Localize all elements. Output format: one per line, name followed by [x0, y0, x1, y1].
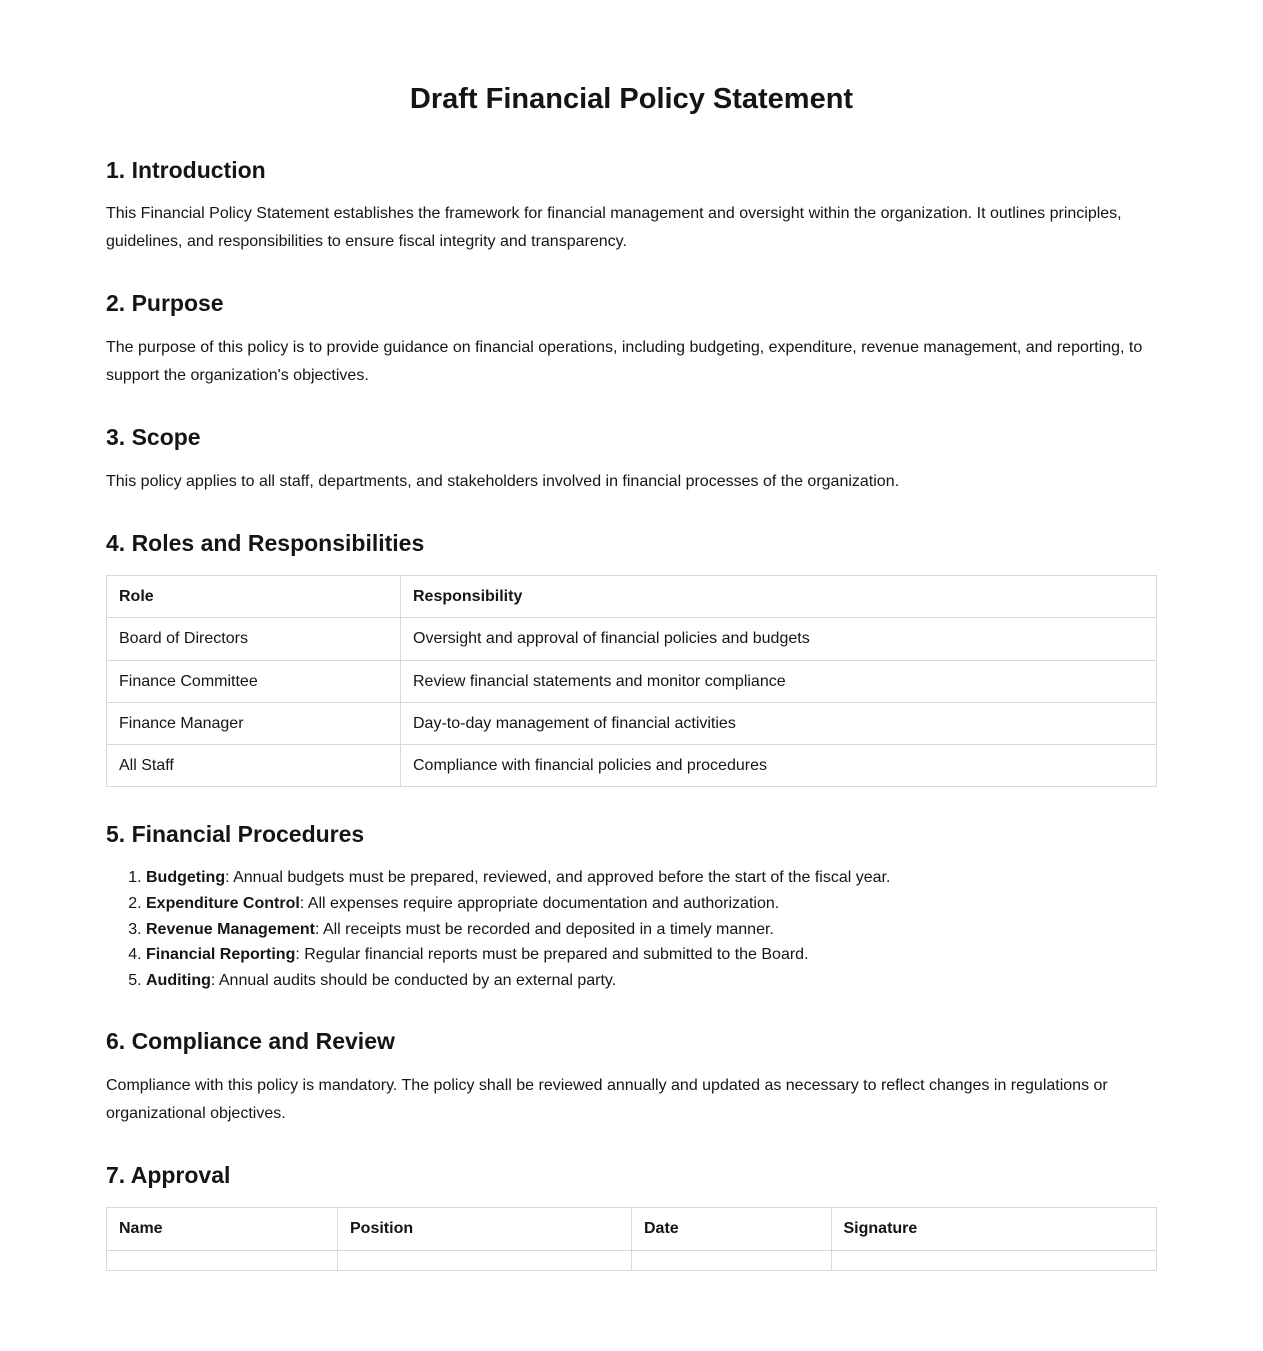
section-heading-roles: 4. Roles and Responsibilities	[106, 529, 425, 556]
section-heading-procedures: 5. Financial Procedures	[106, 821, 365, 848]
roles-cell-role: Finance Manager	[107, 702, 401, 744]
procedure-text: : Regular financial reports must be prepared and submitted to the Board.	[295, 946, 809, 964]
approval-cell-date	[632, 1250, 832, 1270]
table-row	[107, 618, 1157, 660]
approval-cell-signature	[831, 1250, 1157, 1270]
procedure-term: Revenue Management	[146, 920, 315, 938]
approval-table-header-row	[107, 1208, 1157, 1250]
section-heading-purpose: 2. Purpose	[106, 290, 224, 317]
roles-cell-responsibility: Compliance with financial policies and procedures	[401, 744, 1157, 786]
procedures-list	[106, 865, 1157, 995]
section-approval	[106, 1162, 1157, 1271]
section-body-purpose: The purpose of this policy is to provide guidance on financial operations, including budgeting, expenditure, revenue management, and reporting, to support the organization's objectives.	[106, 338, 1143, 384]
section-body-introduction: This Financial Policy Statement establishes the framework for financial management and oversight within the organization. It outlines principles, guidelines, and responsibilities to ensure fiscal integrity and transparency.	[106, 205, 1122, 251]
roles-cell-responsibility: Review financial statements and monitor compliance	[401, 660, 1157, 702]
list-item	[146, 891, 1157, 917]
section-scope	[106, 424, 1157, 496]
procedure-term: Auditing	[146, 972, 211, 990]
section-heading-introduction: 1. Introduction	[106, 156, 266, 183]
approval-header-name: Name	[107, 1208, 338, 1250]
roles-cell-role: Finance Committee	[107, 660, 401, 702]
roles-cell-responsibility: Oversight and approval of financial policies and budgets	[401, 618, 1157, 660]
roles-cell-role: All Staff	[107, 744, 401, 786]
roles-table	[106, 575, 1157, 787]
section-heading-scope: 3. Scope	[106, 423, 201, 450]
procedure-term: Expenditure Control	[146, 894, 300, 912]
section-body-compliance: Compliance with this policy is mandatory. The policy shall be reviewed annually and updated as necessary to reflect changes in regulations or organizational objectives.	[106, 1076, 1108, 1122]
procedure-term: Financial Reporting	[146, 946, 296, 964]
approval-header-date: Date	[632, 1208, 832, 1250]
table-row	[107, 1250, 1157, 1270]
document-title: Draft Financial Policy Statement	[409, 83, 854, 115]
list-item	[146, 865, 1157, 891]
roles-cell-role: Board of Directors	[107, 618, 401, 660]
roles-header-role: Role	[107, 576, 401, 618]
section-roles	[106, 530, 1157, 788]
section-compliance	[106, 1028, 1157, 1128]
roles-cell-responsibility: Day-to-day management of financial activities	[401, 702, 1157, 744]
approval-cell-name	[107, 1250, 338, 1270]
procedure-text: : Annual audits should be conducted by an external party.	[210, 972, 617, 990]
approval-header-signature: Signature	[831, 1208, 1157, 1250]
procedure-text: : All expenses require appropriate documentation and authorization.	[299, 894, 780, 912]
section-heading-compliance: 6. Compliance and Review	[106, 1028, 395, 1055]
roles-table-header-row	[107, 576, 1157, 618]
procedure-text: : All receipts must be recorded and deposited in a timely manner.	[314, 920, 774, 938]
approval-header-position: Position	[338, 1208, 632, 1250]
approval-table	[106, 1207, 1157, 1270]
section-body-scope: This policy applies to all staff, departments, and stakeholders involved in financial processes of the organization.	[106, 472, 900, 490]
section-purpose	[106, 290, 1157, 390]
roles-header-responsibility: Responsibility	[401, 576, 1157, 618]
list-item	[146, 942, 1157, 968]
section-introduction	[106, 157, 1157, 257]
approval-cell-position	[338, 1250, 632, 1270]
table-row	[107, 702, 1157, 744]
section-heading-approval: 7. Approval	[106, 1161, 231, 1188]
procedure-term: Budgeting	[146, 868, 226, 886]
list-item	[146, 968, 1157, 994]
procedure-text: : Annual budgets must be prepared, reviewed, and approved before the start of the fiscal year.	[225, 868, 891, 886]
section-procedures	[106, 821, 1157, 994]
table-row	[107, 744, 1157, 786]
table-row	[107, 660, 1157, 702]
list-item	[146, 917, 1157, 943]
